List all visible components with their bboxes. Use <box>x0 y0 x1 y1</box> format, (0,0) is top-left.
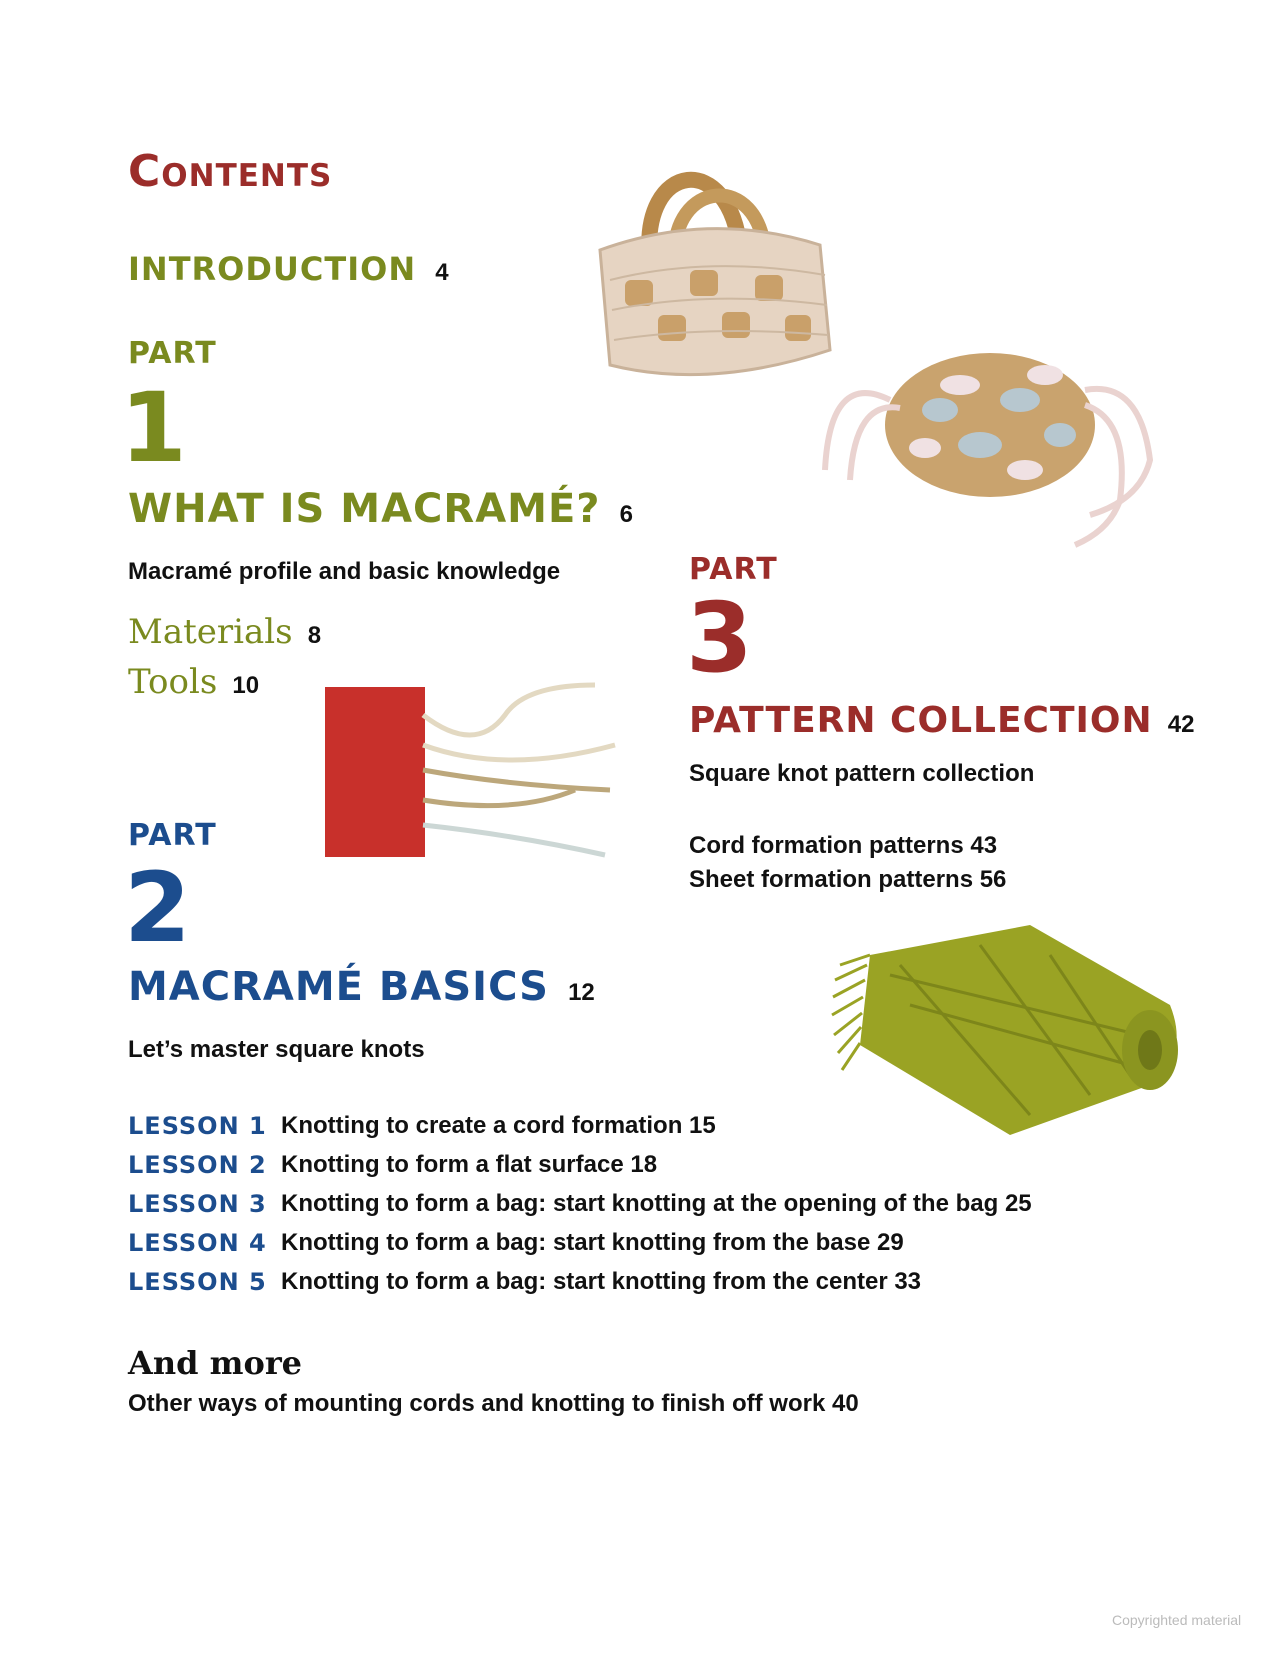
lesson-text: Knotting to form a bag: start knotting from the base 29 <box>281 1229 904 1256</box>
part2-title-entry[interactable] <box>128 964 595 1010</box>
cord-board-image <box>325 675 625 875</box>
part3-item-sheet[interactable]: Sheet formation patterns 56 <box>689 866 1007 893</box>
lesson-row[interactable] <box>128 1268 1128 1304</box>
lesson-text: Knotting to form a bag: start knotting at the opening of the bag 25 <box>281 1190 1032 1217</box>
part1-item-materials[interactable] <box>128 612 321 652</box>
part1-label: PART <box>128 336 217 371</box>
introduction-page: 4 <box>435 259 449 286</box>
lesson-row[interactable] <box>128 1151 1128 1187</box>
tools-label: Tools <box>128 662 218 702</box>
lesson-label: LESSON 5 <box>128 1268 267 1296</box>
part3-subtitle: Square knot pattern collection <box>689 760 1035 787</box>
macrame-pouch-image <box>820 330 1160 560</box>
part1-item-tools[interactable] <box>128 662 259 702</box>
part2-label: PART <box>128 818 217 853</box>
part3-number: 3 <box>686 582 753 694</box>
part1-title-entry[interactable] <box>128 486 633 532</box>
part3-page: 42 <box>1167 711 1195 738</box>
lesson-row[interactable] <box>128 1190 1128 1226</box>
tools-page: 10 <box>232 672 260 699</box>
part2-title: MACRAMÉ BASICS <box>128 964 549 1010</box>
introduction-entry[interactable] <box>128 250 449 288</box>
materials-page: 8 <box>307 622 322 649</box>
part1-number: 1 <box>120 372 187 484</box>
part1-subtitle: Macramé profile and basic knowledge <box>128 558 561 585</box>
part3-title: PATTERN COLLECTION <box>689 700 1153 741</box>
part1-title: WHAT IS MACRAMÉ? <box>128 486 601 532</box>
lesson-label: LESSON 3 <box>128 1190 267 1218</box>
part2-subtitle: Let’s master square knots <box>128 1036 425 1063</box>
contents-heading: Contents <box>128 146 333 197</box>
copyright-footer: Copyrighted material <box>1112 1612 1242 1628</box>
lesson-label: LESSON 4 <box>128 1229 267 1257</box>
materials-label: Materials <box>128 612 293 652</box>
part1-page: 6 <box>619 501 633 528</box>
introduction-label: INTRODUCTION <box>128 250 417 288</box>
and-more-title: And more <box>128 1344 303 1382</box>
part3-label: PART <box>689 552 778 587</box>
and-more-text[interactable]: Other ways of mounting cords and knotting to finish off work 40 <box>128 1390 859 1417</box>
part3-title-entry[interactable] <box>689 700 1194 741</box>
part3-item-cord[interactable]: Cord formation patterns 43 <box>689 832 998 859</box>
macrame-handbag-image <box>580 140 840 400</box>
part2-page: 12 <box>568 979 595 1006</box>
lesson-text: Knotting to form a bag: start knotting from the center 33 <box>281 1268 922 1295</box>
lesson-row[interactable] <box>128 1229 1128 1265</box>
lesson-text: Knotting to create a cord formation 15 <box>281 1112 716 1139</box>
part2-number: 2 <box>124 852 191 964</box>
green-scarf-image <box>830 905 1190 1145</box>
lesson-text: Knotting to form a flat surface 18 <box>281 1151 658 1178</box>
lesson-label: LESSON 1 <box>128 1112 267 1140</box>
lesson-label: LESSON 2 <box>128 1151 267 1179</box>
